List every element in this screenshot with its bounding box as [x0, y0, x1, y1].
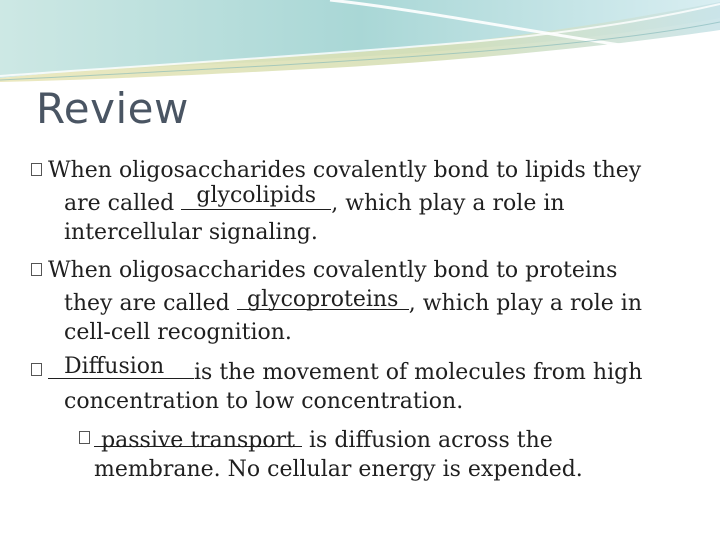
bullet-3-line-2: concentration to low concentration. — [64, 389, 464, 414]
slide-title: Review — [36, 84, 189, 133]
bullet-2-line-3: cell-cell recognition. — [64, 320, 292, 345]
answer-diffusion: Diffusion — [64, 354, 165, 379]
sub-bullet-suffix: is diffusion across the — [309, 428, 553, 453]
square-bullet-icon — [30, 162, 44, 178]
bullet-1-line-2 — [64, 183, 565, 216]
sub-bullet-line-1 — [94, 428, 553, 452]
bullet-3-suffix: is the movement of molecules from high — [194, 360, 643, 385]
answer-glycolipids: glycolipids — [196, 183, 317, 208]
sub-bullet-line-2: membrane. No cellular energy is expended. — [94, 457, 583, 482]
bullet-1-suffix: , which play a role in — [331, 191, 565, 216]
bullet-2-suffix: , which play a role in — [408, 291, 643, 316]
answer-blank — [94, 428, 302, 452]
bullet-2-line-1: When oligosaccharides covalently bond to proteins — [48, 258, 618, 283]
bullet-3-line-1 — [48, 354, 643, 385]
square-bullet-icon — [78, 430, 92, 446]
bullet-1-prefix: are called — [64, 191, 175, 216]
answer-blank — [48, 354, 194, 384]
answer-blank — [181, 183, 331, 215]
answer-blank — [237, 287, 409, 315]
bullet-1-line-1: When oligosaccharides covalently bond to lipids they — [48, 158, 642, 183]
square-bullet-icon — [30, 362, 44, 378]
answer-glycoproteins: glycoproteins — [247, 287, 399, 312]
bullet-2-prefix: they are called — [64, 291, 230, 316]
answer-passive-transport: passive transport — [101, 428, 295, 453]
square-bullet-icon — [30, 262, 44, 278]
header-wave-decoration — [0, 0, 720, 90]
bullet-2-line-2 — [64, 287, 643, 316]
bullet-1-line-3: intercellular signaling. — [64, 220, 318, 245]
